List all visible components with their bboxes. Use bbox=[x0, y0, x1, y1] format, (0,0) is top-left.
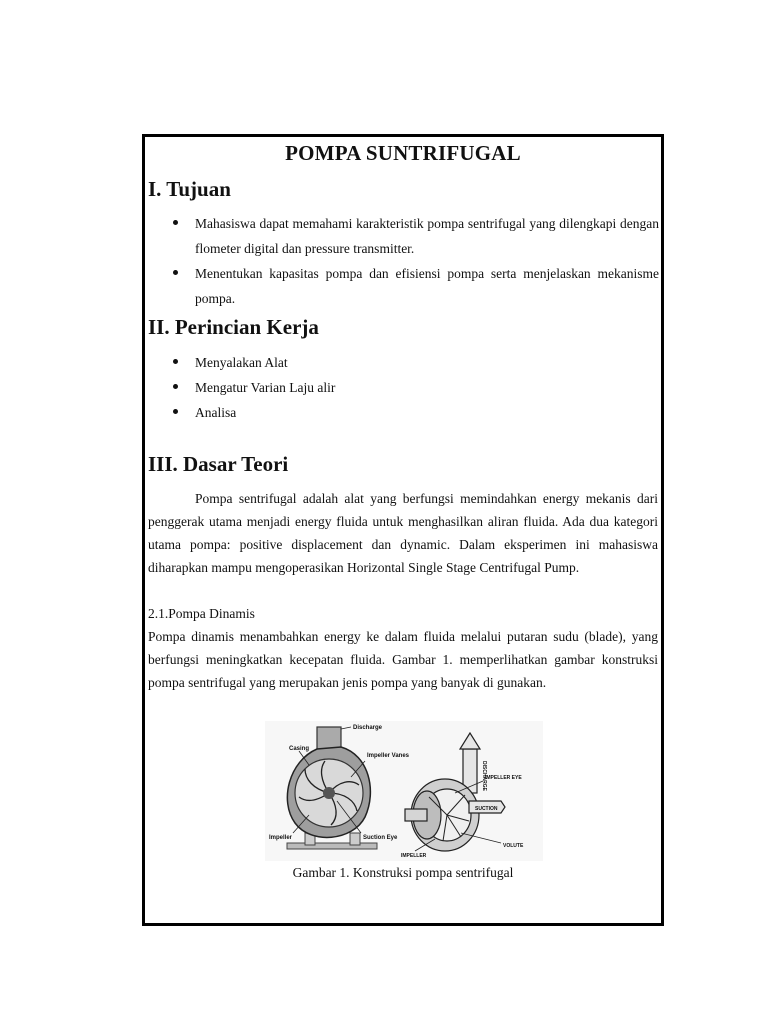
label-suction: SUCTION bbox=[475, 806, 498, 812]
figure-caption: Gambar 1. Konstruksi pompa sentrifugal bbox=[292, 865, 514, 880]
heading-perincian-kerja: II. Perincian Kerja bbox=[148, 315, 319, 339]
list-item: Menyalakan Alat bbox=[145, 350, 661, 375]
heading-tujuan: I. Tujuan bbox=[148, 177, 231, 201]
list-item: Mahasiswa dapat memahami karakteristik pompa sentrifugal yang dilengkapi dengan flometer digital dan pressure transmitter. bbox=[145, 211, 661, 261]
label-impeller-right: IMPELLER bbox=[401, 853, 427, 859]
paragraph-dasar-teori: Pompa sentrifugal adalah alat yang berfungsi memindahkan energy mekanis dari penggerak utama menjadi energy fluida untuk menghasilkan aliran fluida. Ada dua kategori utama pompa: positive displacement dan dynamic. Dalam eksperimen ini mahasiswa diharapkan mampu mengoperasikan Horizontal Single Stage Centrifugal Pump. bbox=[148, 491, 658, 575]
heading-dasar-teori: III. Dasar Teori bbox=[148, 452, 289, 476]
document-title: POMPA SUNTRIFUGAL bbox=[285, 141, 521, 165]
label-suction-eye: Suction Eye bbox=[363, 835, 398, 841]
list-item: Menentukan kapasitas pompa dan efisiensi pompa serta menjelaskan mekanisme pompa. bbox=[145, 261, 661, 311]
document-frame bbox=[142, 134, 664, 926]
label-discharge: Discharge bbox=[353, 725, 383, 731]
label-impeller-eye: IMPELLER EYE bbox=[485, 775, 522, 781]
label-discharge-right: DISCHARGE bbox=[481, 761, 487, 792]
list-item: Mengatur Varian Laju alir bbox=[145, 375, 661, 400]
list-item: Analisa bbox=[145, 400, 661, 425]
paragraph-pompa-dinamis: Pompa dinamis menambahkan energy ke dalam fluida melalui putaran sudu (blade), yang berfungsi meningkatkan kecepatan fluida. Gambar 1. memperlihatkan gambar konstruksi pompa sentrifugal yang merupakan jenis pompa yang banyak di gunakan. bbox=[148, 629, 658, 690]
label-impeller-vanes: Impeller Vanes bbox=[367, 753, 410, 759]
label-impeller: Impeller bbox=[269, 835, 293, 841]
pump-construction-figure bbox=[265, 721, 543, 861]
tujuan-list bbox=[145, 211, 661, 311]
subheading-pompa-dinamis: 2.1.Pompa Dinamis bbox=[148, 606, 255, 621]
perincian-list bbox=[145, 350, 661, 425]
label-casing: Casing bbox=[289, 746, 310, 752]
label-volute: VOLUTE bbox=[503, 843, 524, 849]
